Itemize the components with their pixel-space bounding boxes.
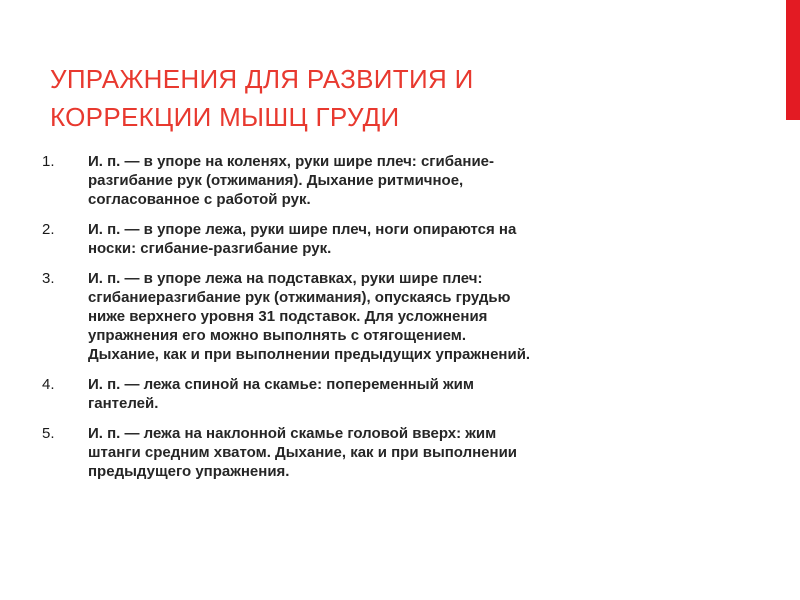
slide-title <box>50 60 750 136</box>
list-item-text: И. п. — лежа на наклонной скамье головой вверх: жим штанги средним хватом. Дыхание, как и при выполнении предыдущего упражнения. <box>88 425 518 480</box>
list-item <box>42 424 702 481</box>
list-item <box>42 375 702 413</box>
list-item-number: 4. <box>42 376 55 393</box>
list-item <box>42 269 702 364</box>
exercise-list <box>42 152 702 492</box>
list-item-text: И. п. — в упоре лежа, руки шире плеч, ноги опираются на носки: сгибание-разгибание рук. <box>88 221 517 257</box>
list-item <box>42 152 702 209</box>
list-item-number: 5. <box>42 425 55 442</box>
list-item-number: 1. <box>42 153 55 170</box>
list-item-text: И. п. — в упоре на коленях, руки шире плеч: сгибание- разгибание рук (отжимания). Дыхание ритмичное, согласованное с работой рук. <box>88 153 495 208</box>
list-item-text: И. п. — лежа спиной на скамье: попеременный жим гантелей. <box>88 376 474 412</box>
accent-bar <box>786 0 800 120</box>
list-item-number: 2. <box>42 221 55 238</box>
list-item-text: И. п. — в упоре лежа на подставках, руки шире плеч: сгибаниеразгибание рук (отжимания), опускаясь грудью ниже верхнего уровня 31 подставок. Для усложнения упражнения его можно выполнять с отягощением. Дыхание, как и при выполнении предыдущих упражнений. <box>88 270 531 363</box>
list-item <box>42 220 702 258</box>
slide-title-line-1: УПРАЖНЕНИЯ ДЛЯ РАЗВИТИЯ И <box>50 64 474 94</box>
slide-title-line-2: КОРРЕКЦИИ МЫШЦ ГРУДИ <box>50 102 400 132</box>
list-item-number: 3. <box>42 270 55 287</box>
